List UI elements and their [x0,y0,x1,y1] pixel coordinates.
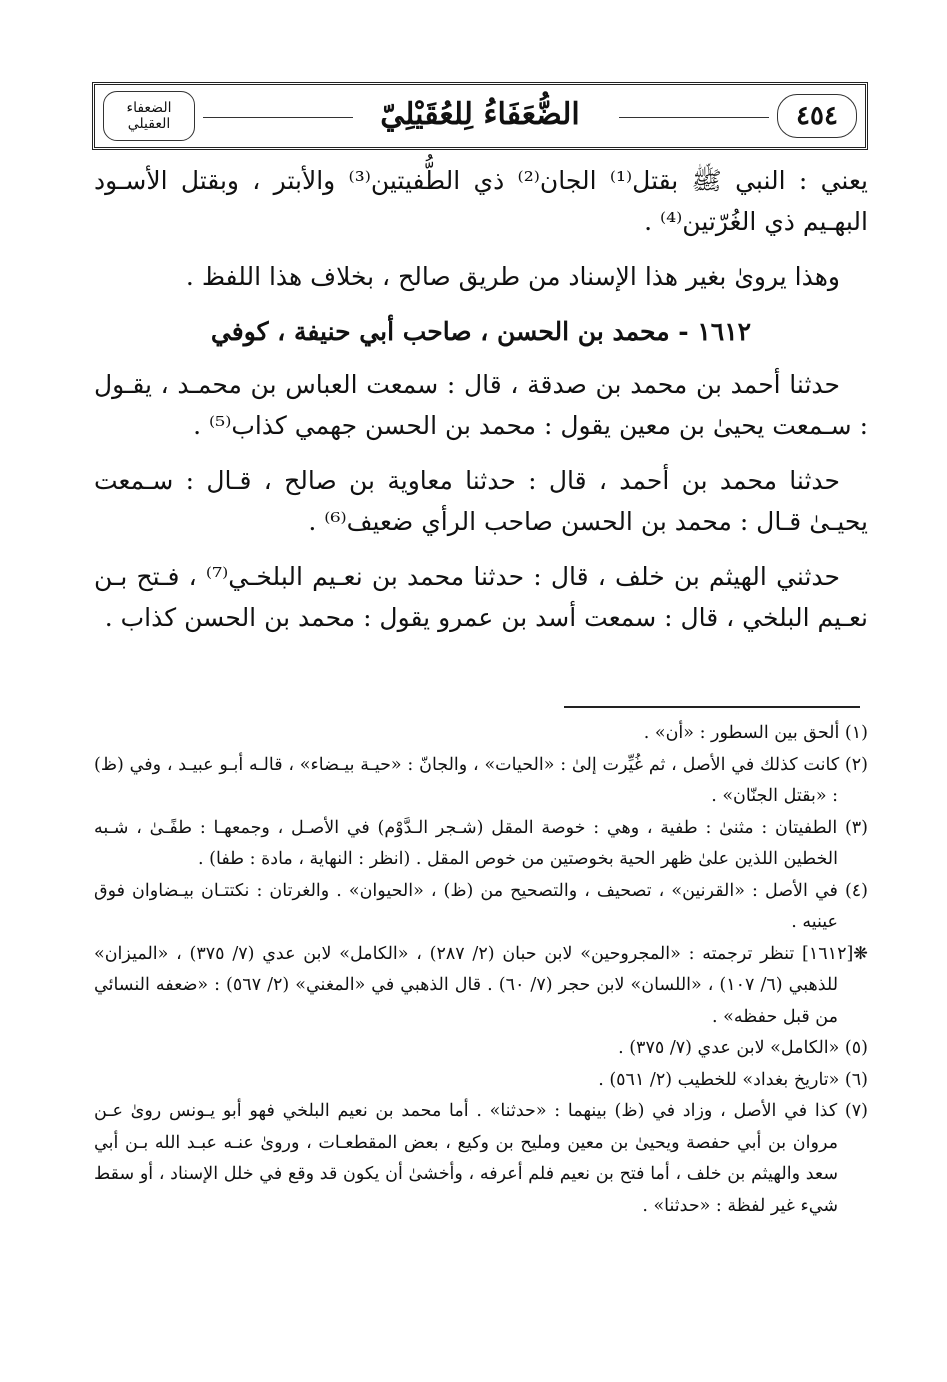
book-logo: الضعفاء العقيلي [103,91,195,141]
footnote: (١) ألحق بين السطور : «أن» . [643,723,868,743]
page-number: ٤٥٤ [777,94,857,138]
header-rule-left [203,117,353,118]
running-title: الضُّعَفَاءُ لِلعُقَيْلِيّ [380,97,580,132]
footnote: (٦) «تاريخ بغداد» للخطيب (٢/ ٥٦١) . [598,1069,868,1090]
paragraph: حدثنا محمد بن أحمد ، قال : حدثنا معاوية بن صالح ، قـال : سـمعت يحيـىٰ قـال : محمد بن الحسن صاحب الرأي ضعيف⁽⁶⁾ . [94,466,868,536]
footnote: (٢) كانت كذلك في الأصل ، ثم غُيِّرت إلىٰ : «الحيات» ، والجانّ : «حيـة بيـضاء» ، قالـه أبـو عبيـد ، وفي (ظ) : «بقتل الجنّان» . [94,754,868,806]
paragraph: حدثني الهيثم بن خلف ، قال : حدثنا محمد بن نعـيم البلخـي⁽⁷⁾ ، فـتح بـن نعـيم البلخي ، قال : سمعت أسد بن عمرو يقول : محمد بن الحسن كذاب . [94,562,868,632]
paragraph: يعني : النبي ﷺ بقتل⁽¹⁾ الجان⁽²⁾ ذي الطُّفيتين⁽³⁾ والأبتر ، وبقتل الأسـود البهـيم ذي الغُرّتين⁽⁴⁾ . [94,166,868,236]
page-header [92,82,868,150]
footnote: ❋[١٦١٢] تنظر ترجمته : «المجروحين» لابن حبان (٢/ ٢٨٧) ، «الكامل» لابن عدي (٧/ ٣٧٥) ، «الميزان» للذهبي (٦/ ١٠٧) ، «اللسان» لابن حجر (٧/ ٦٠) . قال الذهبي في «المغني» (٢/ ٥٦٧) : «ضعفه النسائي من قبل حفظه» . [94,943,868,1027]
main-text [94,160,868,652]
footnote: (٤) في الأصل : «القرنين» ، تصحيف ، والتصحيح من (ظ) ، «الحيوان» . والغرتان : نكتتـان بيـضاوان فوق عينيه . [94,880,868,932]
footnote: (٣) الطفيتان : مثنىٰ : طفية ، وهي : خوصة المقل (شـجر الـدَّوْم) في الأصـل ، وجمعهـا : طفًـىٰ ، شـبه الخطين اللذين علىٰ ظهر الحية بخوصتين من خوص المقل . (انظر : النهاية ، مادة : طفا) . [94,817,868,869]
footnote: (٧) كذا في الأصل ، وزاد في (ظ) بينهما : «حدثنا» . أما محمد بن نعيم البلخي فهو أبو يـونس روىٰ عـن مروان بن أبي حفصة ويحيىٰ بن معين ومليح بن وكيع ، بعض المقطعـات ، وروىٰ عنـه عبـد الله بـن أبي سعد والهيثم بن خلف ، أما فتح بن نعيم فلم أعرفه ، وأخشىٰ أن يكون قد وقع في خلل الإسناد ، أو سقط شيء غير لفظة : «حدثنا» . [94,1101,868,1216]
footnote-divider [564,706,860,708]
footnotes [94,718,868,1222]
paragraph: حدثنا أحمد بن محمد بن صدقة ، قال : سمعت العباس بن محمـد ، يقـول : سـمعت يحيىٰ بن معين يقول : محمد بن الحسن جهمي كذاب⁽⁵⁾ . [94,370,868,440]
entry-heading: ١٦١٢ - محمد بن الحسن ، صاحب أبي حنيفة ، كوفي [210,317,752,346]
footnote: (٥) «الكامل» لابن عدي (٧/ ٣٧٥) . [618,1038,868,1058]
paragraph: وهذا يروىٰ بغير هذا الإسناد من طريق صالح ، بخلاف هذا اللفظ . [185,262,840,291]
